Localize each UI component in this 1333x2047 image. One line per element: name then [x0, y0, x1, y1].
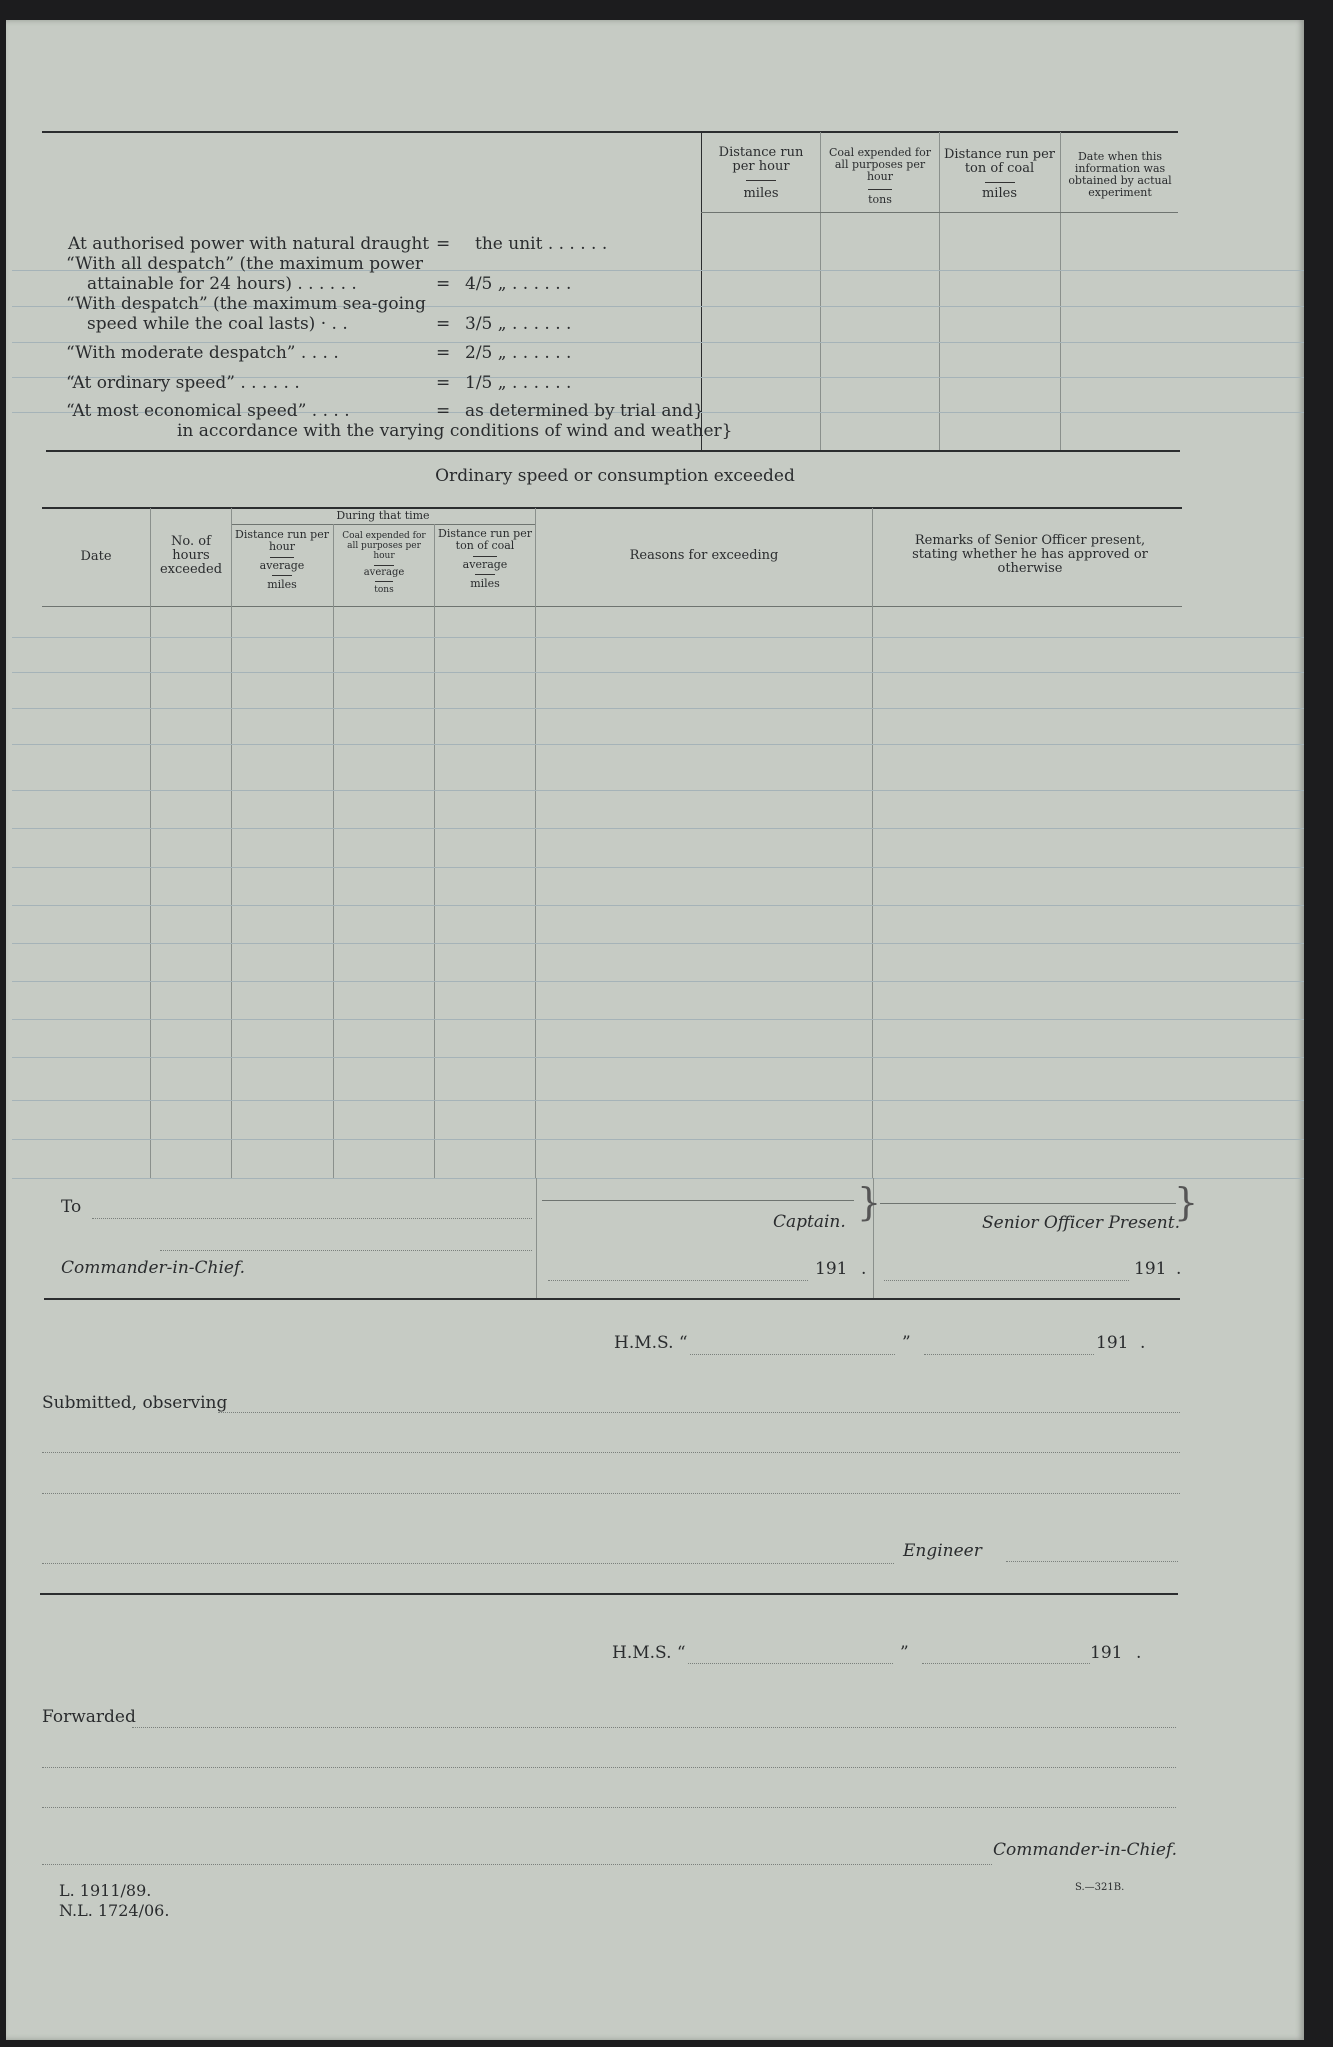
exceeded-header-distance-per-ton: Distance run per ton of coal average miles	[438, 527, 532, 590]
speed-table-vline	[939, 132, 940, 450]
speed-row-value: 4/5 „ . . . . . .	[465, 274, 572, 294]
forward-commander-label: Commander-in-Chief.	[993, 1840, 1178, 1860]
submitted-line	[218, 1412, 1180, 1413]
engineer-year-dot: .	[1140, 1333, 1146, 1353]
exceeded-vline	[434, 524, 435, 1178]
exceeded-header-rule	[42, 606, 1182, 607]
submitted-line-3	[42, 1493, 1180, 1494]
ruled-line	[12, 708, 1304, 709]
forwarded-line-3	[42, 1807, 1176, 1808]
forward-hms-label: H.M.S. “	[612, 1643, 686, 1663]
speed-table-bottom-rule	[46, 450, 1180, 452]
submitted-label: Submitted, observing	[42, 1393, 228, 1413]
ruled-line	[12, 1019, 1304, 1020]
speed-row-all-despatch: “With all despatch” (the maximum power	[66, 254, 424, 274]
captain-year: 191	[815, 1259, 848, 1279]
speed-row-eq: =	[436, 234, 451, 254]
engineer-date-line	[924, 1354, 1094, 1355]
engineer-sign-line	[1006, 1561, 1178, 1562]
signature-bottom-rule	[44, 1298, 1180, 1300]
exceeded-vline	[231, 508, 232, 1178]
engineer-quote-close: ”	[902, 1333, 911, 1353]
top-rule	[42, 131, 1178, 133]
captain-label: Captain.	[773, 1212, 846, 1232]
ruled-line	[12, 981, 1304, 982]
captain-year-dot: .	[861, 1259, 867, 1279]
ruled-line	[12, 1057, 1304, 1058]
speed-row-despatch: “With despatch” (the maximum sea-going	[66, 294, 426, 314]
speed-row-moderate: “With moderate despatch” . . . .	[66, 343, 339, 363]
speed-row-economical: “At most economical speed” . . . .	[66, 401, 350, 421]
speed-row-eq: =	[436, 373, 451, 393]
exceeded-vline	[872, 508, 873, 1178]
to-line-2	[160, 1250, 532, 1251]
speed-row-value: the unit . . . . . .	[475, 234, 608, 254]
exceeded-header-date: Date	[80, 549, 112, 564]
speed-row-ordinary: “At ordinary speed” . . . . . .	[66, 373, 300, 393]
forward-commander-line	[42, 1864, 992, 1865]
senior-sign-line	[880, 1203, 1176, 1204]
footer-code: S.—321B.	[1075, 1882, 1125, 1893]
to-label: To	[61, 1197, 82, 1217]
speed-row-authorised: At authorised power with natural draught	[68, 234, 430, 254]
senior-date-line	[884, 1280, 1129, 1281]
exceeded-vline	[535, 508, 536, 1178]
speed-row-eq: =	[436, 343, 451, 363]
speed-row-economical-cont: in accordance with the varying conditions of wind and weather}	[177, 421, 733, 441]
senior-year-dot: .	[1176, 1259, 1182, 1279]
speed-header-coal: Coal expended for all purposes per hour tons	[828, 146, 931, 206]
exceeded-vline	[333, 524, 334, 1178]
captain-sign-line	[542, 1200, 854, 1201]
captain-brace: }	[857, 1180, 882, 1224]
forwarded-line	[132, 1727, 1176, 1728]
speed-header-distance: Distance run per hour miles	[718, 145, 804, 201]
exceeded-vline	[150, 508, 151, 1178]
footer-ref-2: N.L. 1724/06.	[59, 1901, 170, 1920]
captain-date-line	[548, 1280, 808, 1281]
speed-row-value: 3/5 „ . . . . . .	[465, 314, 572, 334]
ruled-line	[12, 943, 1304, 944]
ruled-line	[12, 905, 1304, 906]
section-title: Ordinary speed or consumption exceeded	[435, 466, 795, 486]
ruled-line	[12, 790, 1304, 791]
exceeded-header-hours: No. of hours exceeded	[159, 534, 223, 577]
to-line	[92, 1218, 532, 1219]
speed-table-vline	[1060, 132, 1061, 450]
during-time-rule	[231, 524, 535, 525]
speed-row-eq: =	[436, 401, 451, 421]
speed-header-rule	[701, 212, 1178, 213]
engineer-ship-line	[690, 1354, 895, 1355]
exceeded-header-during: During that time	[336, 509, 430, 522]
senior-year: 191	[1134, 1259, 1167, 1279]
engineer-hms-label: H.M.S. “	[614, 1333, 688, 1353]
ruled-line	[12, 1139, 1304, 1140]
ruled-line	[12, 1178, 1304, 1179]
forwarded-label: Forwarded	[42, 1707, 136, 1727]
forward-year-dot: .	[1136, 1643, 1142, 1663]
submitted-line-2	[42, 1452, 1180, 1453]
senior-brace: }	[1174, 1180, 1199, 1224]
exceeded-top-rule	[42, 507, 1182, 509]
commander-label: Commander-in-Chief.	[61, 1258, 246, 1278]
engineer-bottom-rule	[40, 1593, 1178, 1595]
forward-quote-close: ”	[900, 1643, 909, 1663]
ruled-line	[12, 1100, 1304, 1101]
speed-header-distance-per-ton: Distance run per ton of coal miles	[943, 147, 1056, 201]
speed-row-eq: =	[436, 274, 451, 294]
ruled-line	[12, 637, 1304, 638]
ruled-line	[12, 744, 1304, 745]
engineer-label: Engineer	[903, 1541, 982, 1561]
exceeded-header-reasons: Reasons for exceeding	[629, 548, 779, 563]
engineer-year: 191	[1096, 1333, 1129, 1353]
forwarded-line-2	[42, 1767, 1176, 1768]
ruled-line	[12, 867, 1304, 868]
forward-year: 191	[1090, 1643, 1123, 1663]
speed-row-value: 2/5 „ . . . . . .	[465, 343, 572, 363]
senior-officer-label: Senior Officer Present.	[982, 1213, 1180, 1233]
speed-row-all-despatch-cont: attainable for 24 hours) . . . . . .	[87, 274, 357, 294]
speed-table-vline	[820, 132, 821, 450]
speed-row-eq: =	[436, 314, 451, 334]
speed-header-date: Date when this information was obtained by actual experiment	[1068, 150, 1172, 199]
exceeded-header-coal: Coal expended for all purposes per hour average tons	[342, 531, 426, 595]
engineer-sign-line-left	[42, 1563, 894, 1564]
ruled-line	[12, 828, 1304, 829]
speed-row-value: as determined by trial and}	[465, 401, 705, 421]
forward-ship-line	[688, 1663, 893, 1664]
exceeded-header-remarks: Remarks of Senior Officer present, stating whether he has approved or otherwise	[912, 533, 1148, 576]
forward-date-line	[922, 1663, 1090, 1664]
ruled-line	[12, 672, 1304, 673]
signature-vline	[536, 1178, 537, 1298]
exceeded-header-distance: Distance run per hour average miles	[235, 528, 329, 591]
footer-ref-1: L. 1911/89.	[59, 1881, 152, 1900]
speed-row-despatch-cont: speed while the coal lasts) · . .	[87, 314, 348, 334]
speed-row-value: 1/5 „ . . . . . .	[465, 373, 572, 393]
